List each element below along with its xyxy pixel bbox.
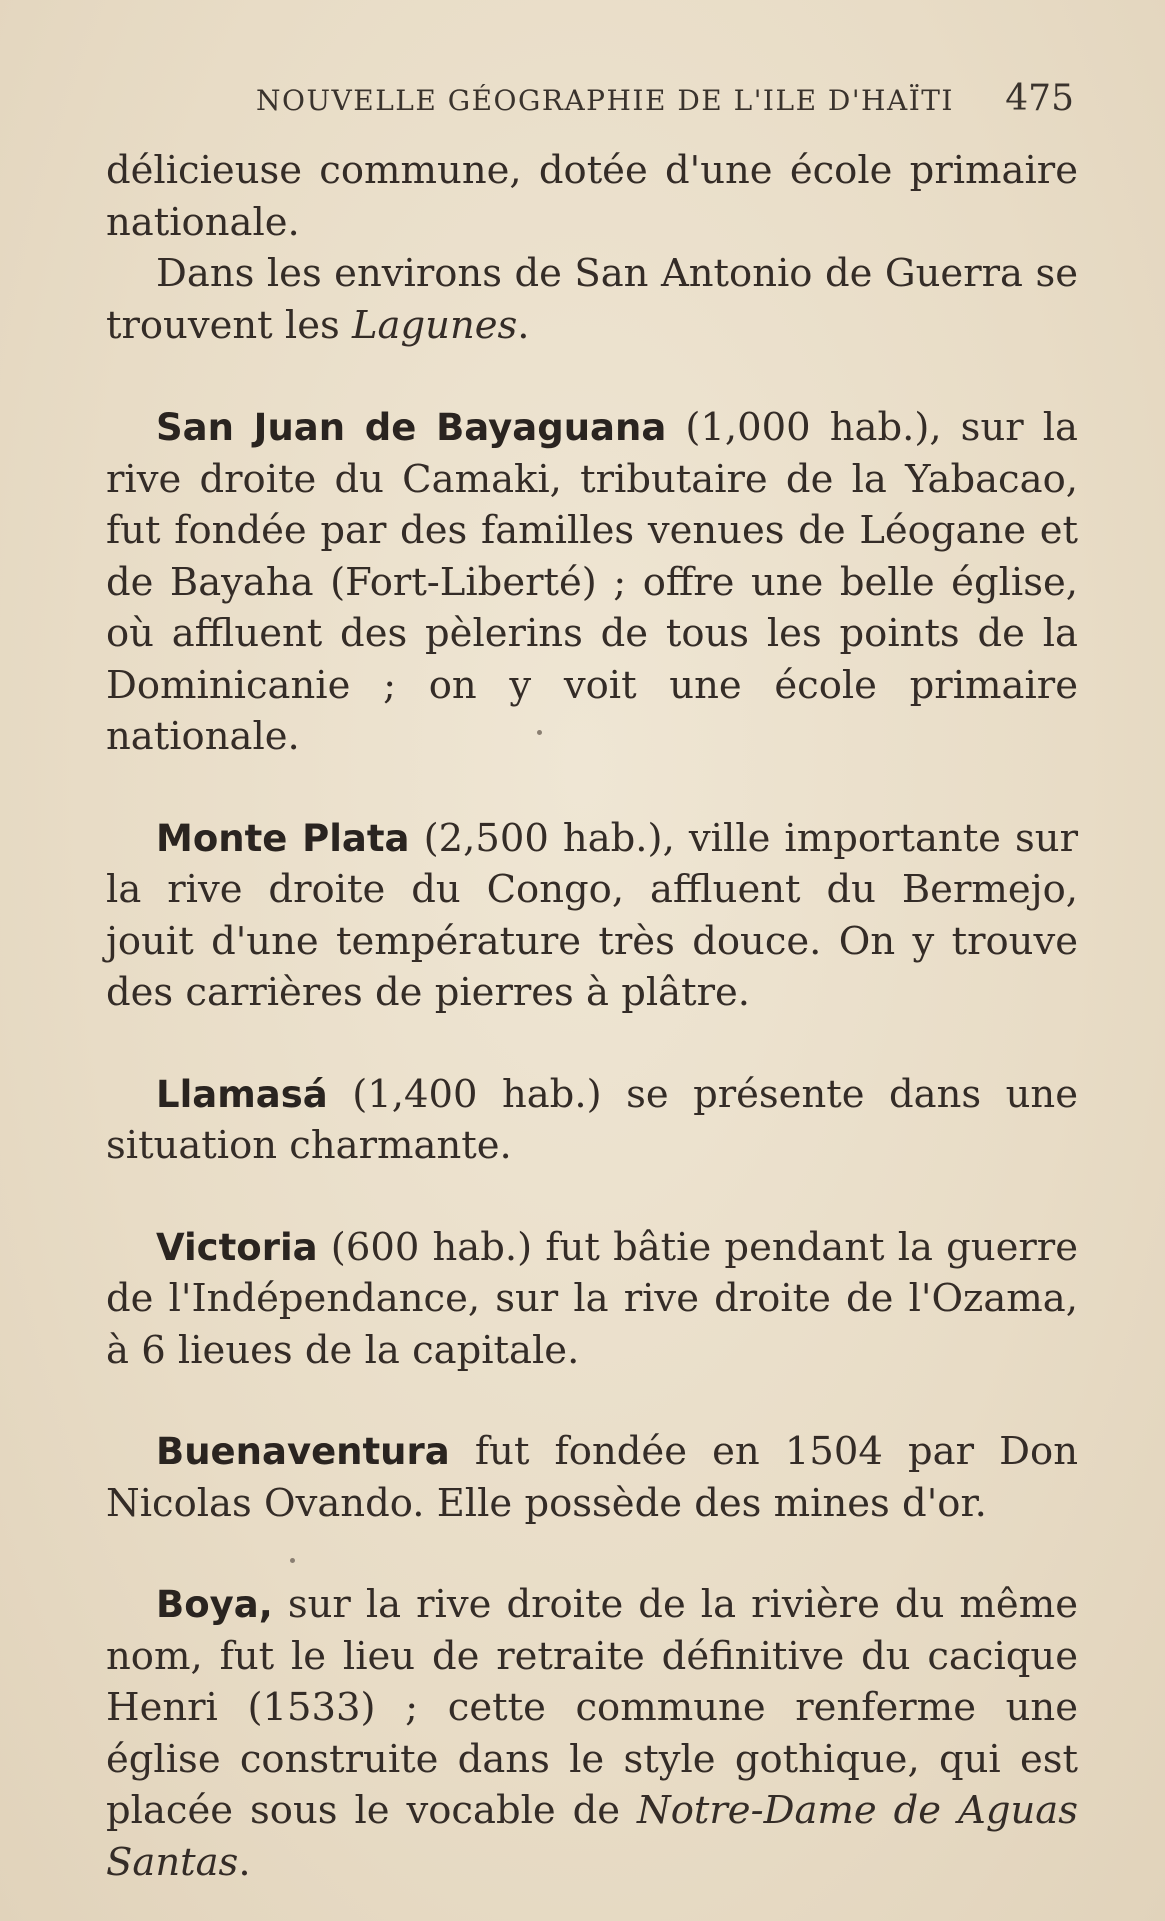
entry-text: (1,400 hab.) se présente dans une situation charmante.	[106, 1071, 1078, 1168]
paragraph-text: délicieuse commune, dotée d'une école primaire nationale.	[106, 148, 1078, 245]
entry-text: (600 hab.) fut bâtie pendant la guerre de l'Indépendance, sur la rive droite de l'Ozama, à 6 lieues de la capitale.	[106, 1224, 1078, 1373]
body-text	[106, 145, 1078, 1888]
paragraph-text: Dans les environs de San Antonio de Guerra se trouvent les	[106, 251, 1078, 348]
running-title: NOUVELLE GÉOGRAPHIE DE L'ILE D'HAÏTI	[256, 84, 954, 117]
paragraph-continued	[106, 145, 1078, 248]
entry-boya	[106, 1579, 1078, 1888]
entry-victoria	[106, 1222, 1078, 1377]
entry-name: Victoria	[156, 1225, 318, 1269]
entry-san-juan	[106, 402, 1078, 763]
entry-end: .	[238, 1839, 251, 1885]
italic-term: Lagunes	[351, 302, 518, 348]
entry-name: Boya,	[156, 1583, 273, 1626]
italic-term: Notre-Dame de Aguas Santas	[106, 1788, 1078, 1885]
entry-buenaventura	[106, 1426, 1078, 1529]
paragraph-lagunes	[106, 248, 1078, 351]
running-head	[100, 78, 1080, 128]
entry-name: Monte Plata	[156, 816, 410, 860]
print-speck	[290, 1558, 295, 1563]
entry-monte-plata	[106, 813, 1078, 1019]
paragraph-end: .	[517, 302, 530, 348]
print-speck	[537, 730, 542, 735]
entry-name: San Juan de Bayaguana	[156, 406, 667, 449]
entry-name: Buenaventura	[156, 1430, 450, 1473]
page-number: 475	[1005, 78, 1074, 119]
entry-text: (2,500 hab.), ville importante sur la rive droite du Congo, affluent du Bermejo, jouit d'une température très douce. On y trouve des carrières de pierres à plâtre.	[106, 815, 1078, 1015]
entry-text: fut fondée en 1504 par Don Nicolas Ovando. Elle possède des mines d'or.	[106, 1429, 1078, 1526]
entry-name: Llamasá	[156, 1072, 328, 1116]
entry-text: sur la rive droite de la rivière du même nom, fut le lieu de retraite définitive du cacique Henri (1533) ; cette commune renferme une église construite dans le style gothique, qui est placée sous le vocable de	[106, 1582, 1078, 1833]
entry-text: (1,000 hab.), sur la rive droite du Camaki, tributaire de la Yabacao, fut fondée par des familles venues de Léogane et de Bayaha (Fort-Liberté) ; offre une belle église, où affluent des pèlerins de tous les points de la Dominicanie ; on y voit une école primaire nationale.	[106, 405, 1078, 759]
entry-llamasa	[106, 1069, 1078, 1172]
